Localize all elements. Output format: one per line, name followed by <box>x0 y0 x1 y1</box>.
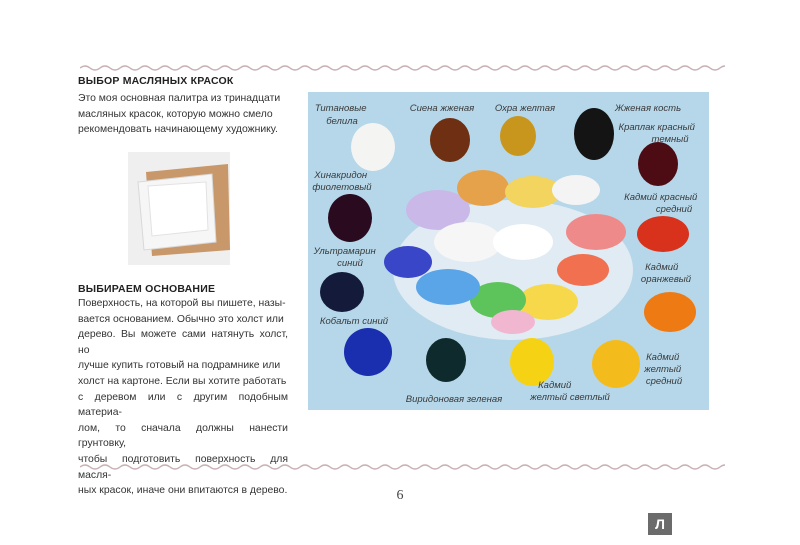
text-line: Это моя основная палитра из тринадцати <box>78 93 281 104</box>
top-wave-divider <box>80 63 725 73</box>
text-line: с деревом или с другим подобным материа- <box>78 391 288 419</box>
text-line: чтобы подготовить поверхность для масля- <box>78 453 288 481</box>
paint-blob-alizarin-crimson <box>638 142 678 186</box>
paint-palette-image <box>308 92 709 410</box>
label-cobalt-blue: Кобальт синий <box>319 316 389 327</box>
bottom-wave-divider <box>80 462 725 472</box>
label-cadmium-red: Кадмий красный средний <box>624 192 698 215</box>
heading-choosing-support: ВЫБИРАЕМ ОСНОВАНИЕ <box>78 283 216 295</box>
label-alizarin-crimson: Краплак красный темный <box>618 122 695 145</box>
label-yellow-ochre: Охра желтая <box>494 103 556 114</box>
text-line: холст на картоне. Если вы хотите работать <box>78 375 287 387</box>
label-titanium-white: Титановые белила <box>314 103 367 127</box>
paint-blob-cadmium-yellow-medium <box>592 340 640 388</box>
label-bone-black: Жженая кость <box>614 103 682 114</box>
heading-paint-selection: ВЫБОР МАСЛЯНЫХ КРАСОК <box>78 75 234 87</box>
page-number: 6 <box>396 488 404 503</box>
text-line: рекомендовать начинающему художнику. <box>78 124 278 136</box>
paint-blob-cobalt-blue <box>344 328 392 376</box>
paint-blob-quinacridone-violet <box>328 194 372 242</box>
text-line: лучше купить готовый на подрамнике или <box>78 360 281 372</box>
text-line: Поверхность, на которой вы пишете, назы- <box>78 298 286 309</box>
label-cadmium-yellow-medium: Кадмий желтый средний <box>644 352 683 387</box>
label-viridian-green: Виридоновая зеленая <box>405 394 503 405</box>
label-burnt-sienna: Сиена жженая <box>409 103 475 114</box>
label-cadmium-orange: Кадмий оранжевый <box>640 262 692 285</box>
paint-blob-burnt-sienna <box>430 118 470 162</box>
mixing-area <box>384 170 633 340</box>
text-line: масляных красок, которую можно смело <box>78 108 273 120</box>
paint-blob-yellow-ochre <box>500 116 536 156</box>
paint-blob-bone-black <box>574 108 614 160</box>
paint-blob-ultramarine-blue <box>320 272 364 312</box>
paint-blob-cadmium-orange <box>644 292 696 332</box>
label-quinacridone-violet: Хинакридон фиолетовый <box>312 170 372 193</box>
text-line: дерево. Вы можете сами натянуть холст, но <box>78 329 288 356</box>
label-ultramarine-blue: Ультрамарин синий <box>313 246 376 269</box>
paint-blob-cadmium-yellow-light <box>510 338 554 386</box>
text-line: ных красок, иначе они впитаются в дерево. <box>78 485 288 497</box>
paragraph-paint-selection <box>78 91 288 138</box>
label-cadmium-yellow-light: Кадмий желтый светлый <box>530 380 610 403</box>
paint-blob-cadmium-red <box>637 216 689 252</box>
paint-blob-titanium-white <box>351 123 395 171</box>
paint-blob-viridian-green <box>426 338 466 382</box>
text-line: вается основанием. Обычно это холст или <box>78 313 284 325</box>
text-line: лом, то сначала должны нанести грунтовку, <box>78 422 288 450</box>
canvas-boards-image <box>128 152 230 265</box>
publisher-logo: Л <box>648 513 672 535</box>
